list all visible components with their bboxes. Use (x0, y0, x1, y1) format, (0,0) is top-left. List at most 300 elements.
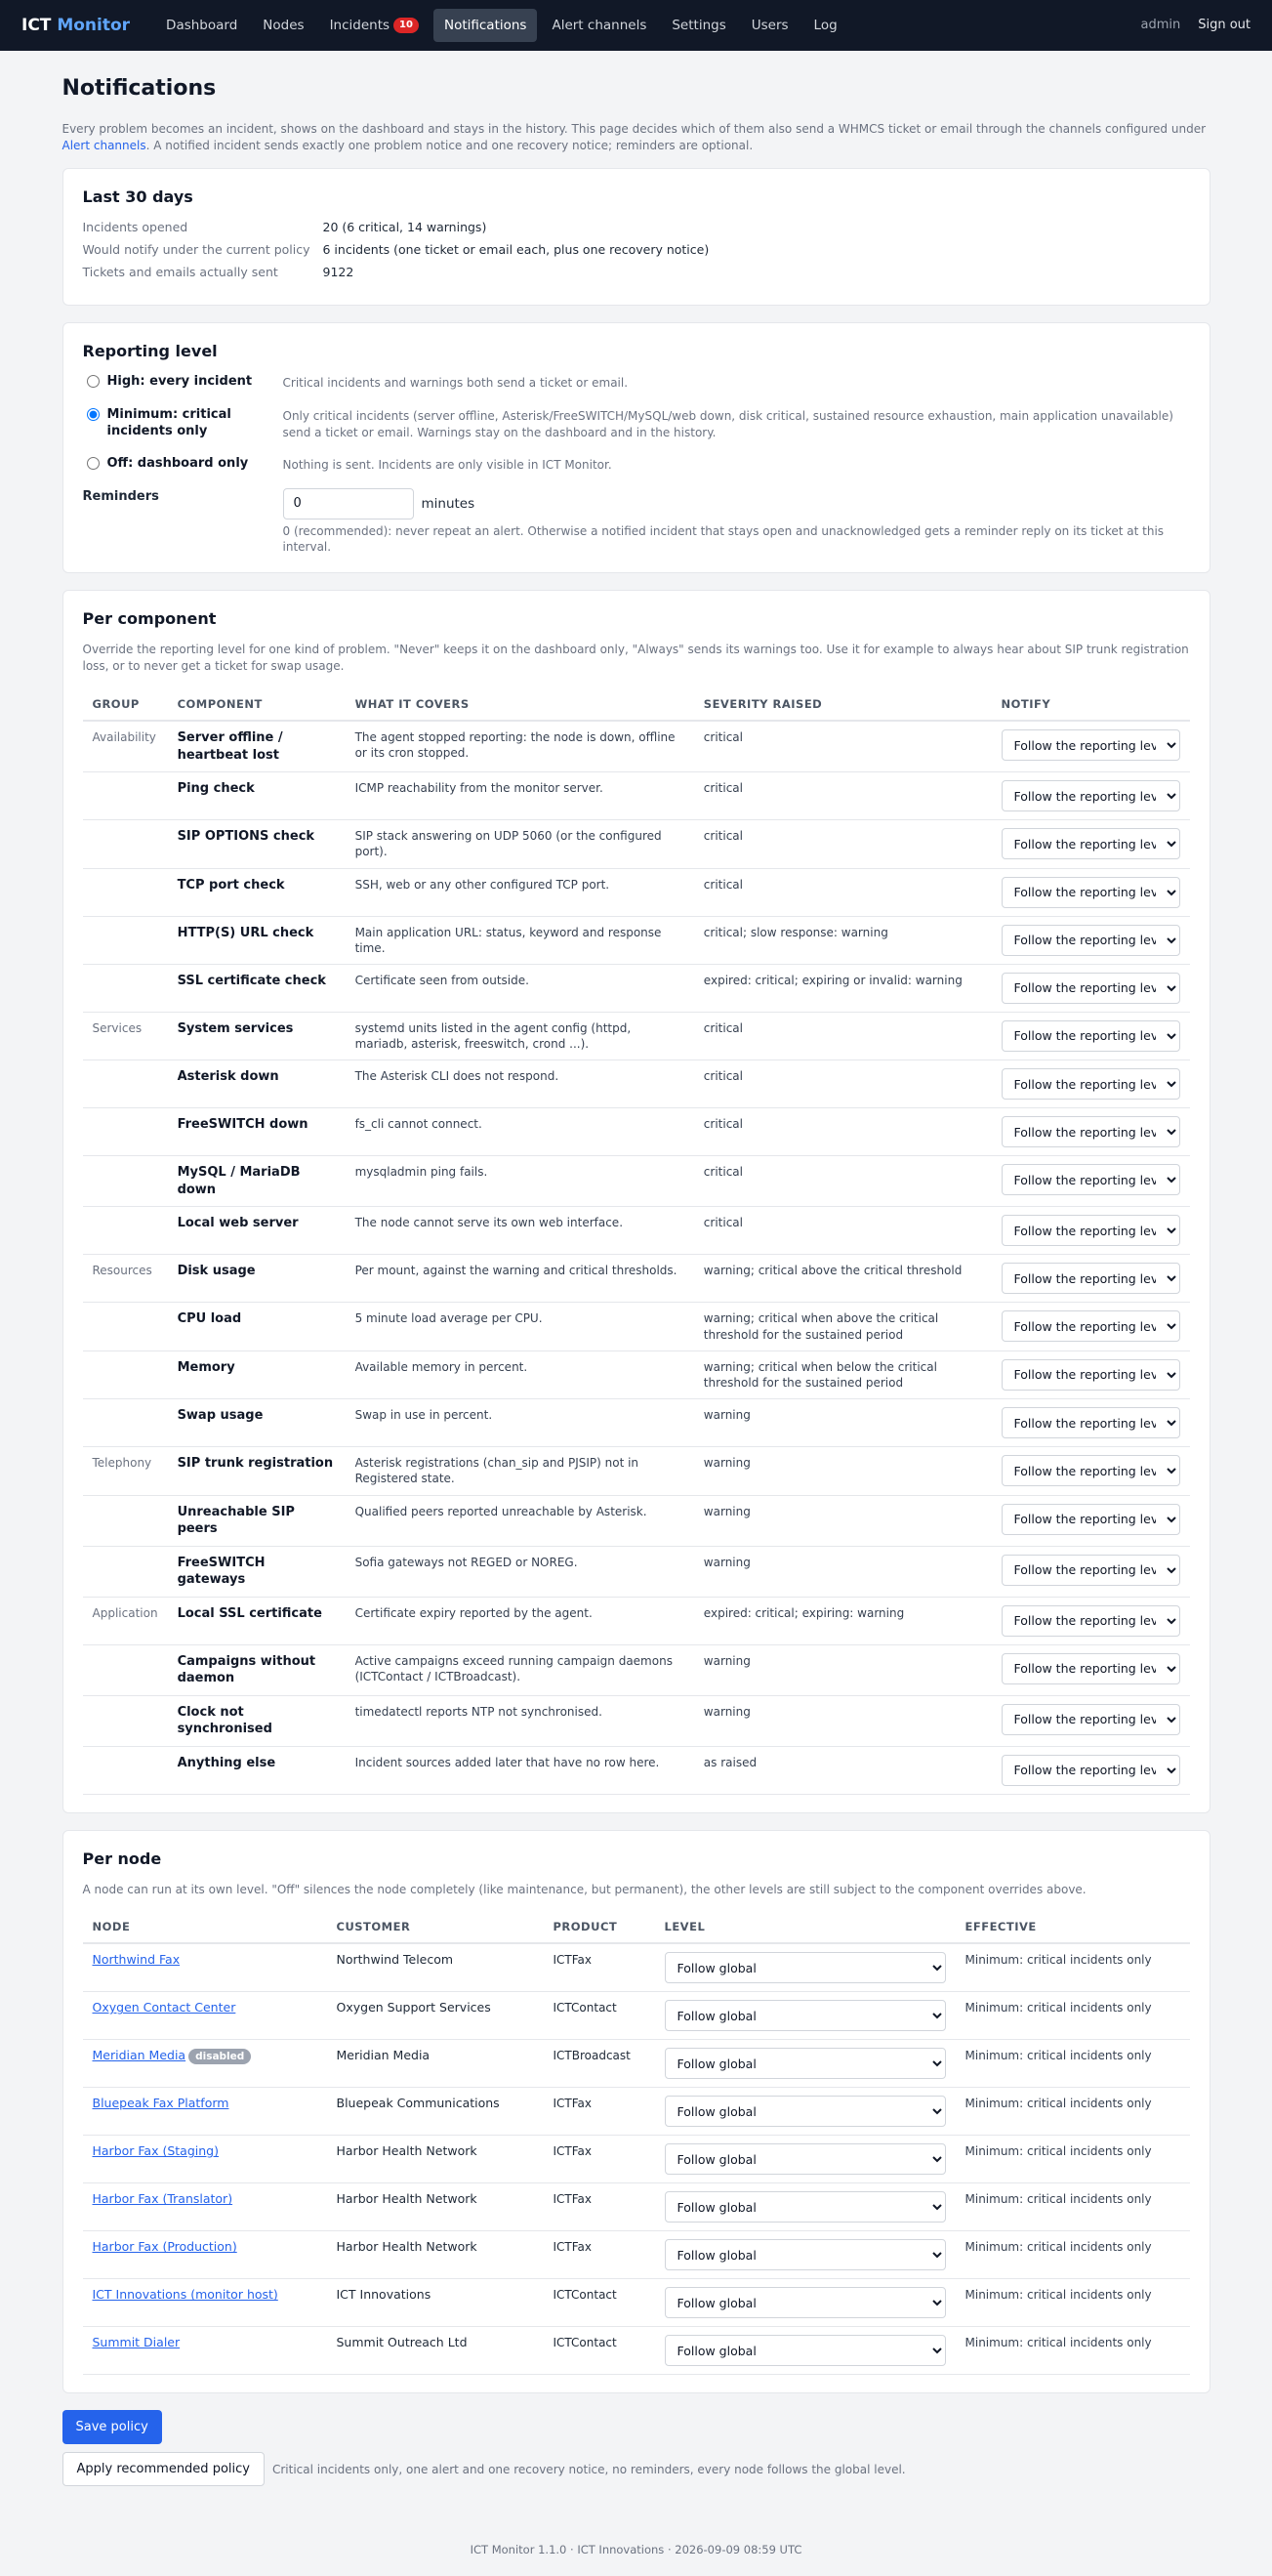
component-name: SIP OPTIONS check (168, 820, 346, 868)
component-covers: Qualified peers reported unreachable by Asterisk. (346, 1495, 694, 1546)
node-link[interactable]: Summit Dialer (92, 2335, 181, 2350)
component-notify-select[interactable] (1002, 877, 1180, 908)
component-notify-select[interactable] (1002, 1407, 1180, 1438)
component-notify-cell (992, 916, 1190, 964)
component-name: Local SSL certificate (168, 1597, 346, 1644)
node-level-select[interactable] (665, 2143, 946, 2175)
component-row (83, 868, 1190, 916)
component-covers: Asterisk registrations (chan_sip and PJSIP) not in Registered state. (346, 1447, 694, 1495)
component-row (83, 1060, 1190, 1108)
brand-logo[interactable] (21, 15, 130, 37)
component-name: HTTP(S) URL check (168, 916, 346, 964)
component-notify-select[interactable] (1002, 1653, 1180, 1684)
component-notify-cell (992, 1597, 1190, 1644)
reminders-input-line (283, 488, 1190, 519)
component-notify-select[interactable] (1002, 1704, 1180, 1735)
component-group (83, 1156, 168, 1207)
component-notify-cell (992, 1399, 1190, 1447)
component-severity: warning (694, 1546, 992, 1597)
reporting-option-text: Off: dashboard only (106, 456, 249, 472)
col-severity: SEVERITY RAISED (694, 689, 992, 722)
reporting-option-desc: Only critical incidents (server offline, Asterisk/FreeSWITCH/MySQL/web down, disk critical, sustained resource exhaustion, main application unavailable) send a ticket or email. Warnings stay on the dashboard and in the history. (282, 408, 1173, 440)
col-component: COMPONENT (168, 689, 346, 722)
node-customer: Bluepeak Communications (327, 2088, 544, 2136)
per-component-card (62, 590, 1210, 1813)
nav-users[interactable] (741, 9, 800, 42)
component-severity: warning (694, 1495, 992, 1546)
component-notify-cell (992, 1156, 1190, 1207)
node-row (83, 2231, 1190, 2279)
component-group (83, 1108, 168, 1156)
alert-channels-link[interactable]: Alert channels (62, 139, 146, 153)
component-group (83, 1495, 168, 1546)
node-level-cell (655, 2183, 956, 2231)
component-name: SIP trunk registration (168, 1447, 346, 1495)
node-cell (83, 2136, 327, 2183)
component-name: System services (168, 1012, 346, 1059)
reminders-row (83, 488, 1190, 555)
incidents-count-badge: 10 (393, 18, 419, 33)
component-notify-cell (992, 1644, 1190, 1695)
reporting-level-title: Reporting level (82, 341, 218, 360)
node-level-cell (655, 2327, 956, 2375)
stat-row (83, 242, 1190, 259)
component-notify-select[interactable] (1002, 973, 1180, 1004)
component-row (83, 1495, 1190, 1546)
component-name: SSL certificate check (168, 964, 346, 1012)
component-notify-select[interactable] (1002, 1359, 1180, 1391)
node-product: ICTBroadcast (544, 2040, 655, 2088)
nav-label: Log (813, 17, 838, 33)
per-component-desc: Override the reporting level for one kind of problem. "Never" keeps it on the dashboard only, "Always" sends its warnings too. Use it for example to always hear about SIP trunk registration loss, or to never get a ticket for swap usage. (82, 642, 1189, 674)
component-notify-cell (992, 1012, 1190, 1059)
node-level-select[interactable] (665, 2000, 946, 2031)
node-level-cell (655, 1992, 956, 2040)
component-covers: Active campaigns exceed running campaign daemons (ICTContact / ICTBroadcast). (346, 1644, 694, 1695)
per-node-desc: A node can run at its own level. "Off" silences the node completely (like maintenance, but permanent), the other levels are still subject to the component overrides above. (82, 1882, 1087, 1896)
component-notify-cell (992, 1255, 1190, 1303)
node-level-select[interactable] (665, 2191, 946, 2223)
component-group (83, 772, 168, 820)
reporting-option-text: High: every incident (106, 374, 253, 390)
reporting-option-desc: Nothing is sent. Incidents are only visible in ICT Monitor. (282, 458, 612, 473)
node-effective-level: Minimum: critical incidents only (956, 1992, 1190, 2040)
component-row (83, 1012, 1190, 1059)
component-name: Memory (168, 1350, 346, 1398)
component-covers: timedatectl reports NTP not synchronised. (346, 1695, 694, 1746)
component-notify-cell (992, 1746, 1190, 1794)
node-customer: Harbor Health Network (327, 2136, 544, 2183)
page-intro (62, 121, 1210, 155)
reminders-field (283, 488, 1190, 555)
nav-log[interactable] (803, 9, 848, 42)
nav-label: Notifications (443, 17, 527, 33)
node-cell (83, 1943, 327, 1992)
component-name: Swap usage (168, 1399, 346, 1447)
component-name: Local web server (168, 1207, 346, 1255)
component-row (83, 916, 1190, 964)
component-notify-cell (992, 1495, 1190, 1546)
stat-value: 6 incidents (one ticket or email each, plus one recovery notice) (322, 241, 710, 257)
node-link[interactable]: Harbor Fax (Production) (92, 2239, 237, 2255)
node-cell (83, 2231, 327, 2279)
component-severity: critical (694, 820, 992, 868)
node-level-select[interactable] (665, 2048, 946, 2079)
node-row (83, 2279, 1190, 2327)
stat-value: 20 (6 critical, 14 warnings) (322, 220, 487, 235)
component-notify-cell (992, 1108, 1190, 1156)
node-level-cell (655, 2279, 956, 2327)
component-covers: systemd units listed in the agent config (httpd, mariadb, asterisk, freeswitch, crond ...). (346, 1012, 694, 1059)
component-row (83, 772, 1190, 820)
page-footer: ICT Monitor 1.1.0 · ICT Innovations · 2026-09-09 08:59 UTC (470, 2543, 802, 2557)
component-notify-select[interactable] (1002, 1755, 1180, 1786)
component-notify-select[interactable] (1002, 1263, 1180, 1294)
component-group (83, 1644, 168, 1695)
component-severity: critical (694, 1060, 992, 1108)
component-severity: critical (694, 1108, 992, 1156)
component-row (83, 1746, 1190, 1794)
node-row (83, 2327, 1190, 2375)
last-30-days-title: Last 30 days (82, 187, 193, 207)
reporting-level-options (83, 373, 1190, 475)
component-group: Telephony (83, 1447, 168, 1495)
node-cell (83, 2279, 327, 2327)
component-severity: critical (694, 721, 992, 772)
node-table-body (83, 1943, 1190, 2375)
component-name: Asterisk down (168, 1060, 346, 1108)
node-effective-level: Minimum: critical incidents only (956, 2279, 1190, 2327)
reporting-option (83, 455, 1190, 474)
component-notify-select[interactable] (1002, 780, 1180, 811)
component-severity: critical (694, 1207, 992, 1255)
component-name: Disk usage (168, 1255, 346, 1303)
node-link[interactable]: Northwind Fax (92, 1952, 181, 1968)
component-severity: warning; critical above the critical threshold (694, 1255, 992, 1303)
reporting-level-card (62, 322, 1210, 574)
component-notify-cell (992, 1350, 1190, 1398)
stat-list (83, 220, 1190, 281)
node-product: ICTFax (544, 2183, 655, 2231)
component-notify-cell (992, 1695, 1190, 1746)
reminders-help: 0 (recommended): never repeat an alert. Otherwise a notified incident that stays open and unacknowledged gets a reminder reply on its ticket at this interval. (282, 523, 1165, 555)
reporting-option-label[interactable] (83, 406, 283, 440)
stat-label: Would notify under the current policy (82, 241, 310, 257)
nav-incidents[interactable] (319, 9, 430, 42)
component-notify-select[interactable] (1002, 1164, 1180, 1195)
component-covers: Certificate expiry reported by the agent. (346, 1597, 694, 1644)
component-severity: critical; slow response: warning (694, 916, 992, 964)
component-row (83, 1108, 1190, 1156)
component-notify-select[interactable] (1002, 1605, 1180, 1637)
page-title: Notifications (62, 76, 217, 101)
component-group (83, 1060, 168, 1108)
node-level-select[interactable] (665, 1952, 946, 1983)
col-customer: CUSTOMER (327, 1912, 544, 1944)
node-level-select[interactable] (665, 2287, 946, 2318)
node-table (83, 1912, 1190, 2376)
component-name: FreeSWITCH down (168, 1108, 346, 1156)
col-product: PRODUCT (544, 1912, 655, 1944)
node-cell (83, 2040, 327, 2088)
component-notify-cell (992, 820, 1190, 868)
component-name: Anything else (168, 1746, 346, 1794)
apply-recommended-hint: Critical incidents only, one alert and one recovery notice, no reminders, every node follows the global level. (271, 2462, 906, 2476)
component-covers: Sofia gateways not REGED or NOREG. (346, 1546, 694, 1597)
node-level-cell (655, 2088, 956, 2136)
component-row (83, 1207, 1190, 1255)
component-covers: SSH, web or any other configured TCP port. (346, 868, 694, 916)
component-table-body (83, 721, 1190, 1794)
component-covers: Incident sources added later that have no row here. (346, 1746, 694, 1794)
component-severity: warning (694, 1399, 992, 1447)
reporting-level-radio[interactable] (87, 408, 100, 421)
nav-nodes[interactable] (252, 9, 314, 42)
sign-out-link[interactable]: Sign out (1198, 18, 1251, 33)
component-severity: critical (694, 1156, 992, 1207)
nav-notifications[interactable] (433, 9, 538, 42)
component-notify-cell (992, 721, 1190, 772)
last-30-days-card (62, 168, 1210, 305)
node-cell (83, 2183, 327, 2231)
node-customer: Meridian Media (327, 2040, 544, 2088)
node-cell (83, 2088, 327, 2136)
component-group (83, 1399, 168, 1447)
node-level-cell (655, 2136, 956, 2183)
col-level: LEVEL (655, 1912, 956, 1944)
component-covers: ICMP reachability from the monitor server. (346, 772, 694, 820)
component-name: Clock not synchronised (168, 1695, 346, 1746)
node-effective-level: Minimum: critical incidents only (956, 2136, 1190, 2183)
node-link[interactable]: Harbor Fax (Staging) (92, 2143, 219, 2159)
col-notify: NOTIFY (992, 689, 1190, 722)
nav-label: Dashboard (166, 17, 238, 33)
component-covers: fs_cli cannot connect. (346, 1108, 694, 1156)
node-level-select[interactable] (665, 2096, 946, 2127)
component-notify-cell (992, 868, 1190, 916)
component-group (83, 1746, 168, 1794)
node-level-select[interactable] (665, 2335, 946, 2366)
component-covers: 5 minute load average per CPU. (346, 1303, 694, 1350)
node-effective-level: Minimum: critical incidents only (956, 2327, 1190, 2375)
top-navigation (0, 0, 1272, 51)
component-severity: warning (694, 1644, 992, 1695)
component-notify-select[interactable] (1002, 1555, 1180, 1586)
reporting-option-desc: Critical incidents and warnings both send a ticket or email. (282, 376, 629, 391)
node-customer: Oxygen Support Services (327, 1992, 544, 2040)
reporting-option (83, 373, 1190, 392)
node-level-cell (655, 1943, 956, 1992)
reminders-input[interactable] (283, 488, 414, 519)
component-name: CPU load (168, 1303, 346, 1350)
component-notify-cell (992, 1303, 1190, 1350)
component-row (83, 1255, 1190, 1303)
component-severity: expired: critical; expiring or invalid: warning (694, 964, 992, 1012)
main-content (62, 51, 1210, 2558)
nav-label: Incidents (329, 17, 390, 33)
apply-recommended-row (62, 2452, 1210, 2486)
node-row (83, 1943, 1190, 1992)
per-node-card (62, 1830, 1210, 2394)
nav-alert-channels[interactable] (541, 9, 657, 42)
component-group (83, 1207, 168, 1255)
node-customer: Harbor Health Network (327, 2231, 544, 2279)
reminders-label: Reminders (82, 488, 159, 504)
component-notify-select[interactable] (1002, 1310, 1180, 1342)
component-name: Campaigns without daemon (168, 1644, 346, 1695)
component-group (83, 820, 168, 868)
component-name: MySQL / MariaDB down (168, 1156, 346, 1207)
component-name: Server offline / heartbeat lost (168, 721, 346, 772)
component-group: Resources (83, 1255, 168, 1303)
component-row (83, 1695, 1190, 1746)
stat-label: Incidents opened (82, 220, 188, 235)
component-row (83, 964, 1190, 1012)
component-group: Services (83, 1012, 168, 1059)
component-covers: The agent stopped reporting: the node is down, offline or its cron stopped. (346, 721, 694, 772)
node-effective-level: Minimum: critical incidents only (956, 2088, 1190, 2136)
component-notify-select[interactable] (1002, 1504, 1180, 1535)
component-severity: warning (694, 1695, 992, 1746)
component-group (83, 964, 168, 1012)
node-effective-level: Minimum: critical incidents only (956, 2183, 1190, 2231)
component-notify-cell (992, 1546, 1190, 1597)
component-table (83, 689, 1190, 1795)
node-row (83, 2088, 1190, 2136)
node-customer: Northwind Telecom (327, 1943, 544, 1992)
col-covers: WHAT IT COVERS (346, 689, 694, 722)
component-notify-select[interactable] (1002, 1215, 1180, 1246)
stat-row (83, 220, 1190, 236)
component-row (83, 1597, 1190, 1644)
disabled-badge: disabled (188, 2049, 251, 2064)
current-user: admin (1140, 18, 1181, 33)
node-link[interactable]: Harbor Fax (Translator) (92, 2191, 233, 2207)
stat-value: 9122 (322, 264, 354, 279)
node-customer: Summit Outreach Ltd (327, 2327, 544, 2375)
component-covers: mysqladmin ping fails. (346, 1156, 694, 1207)
component-group (83, 868, 168, 916)
intro-text-before: Every problem becomes an incident, shows on the dashboard and stays in the history. This page decides which of them also send a WHMCS ticket or email through the channels configured under (62, 121, 1207, 136)
per-node-title: Per node (82, 1849, 162, 1868)
reporting-option-label[interactable] (83, 455, 283, 473)
node-link[interactable]: Meridian Media (92, 2048, 186, 2063)
component-notify-select[interactable] (1002, 1455, 1180, 1486)
component-group (83, 1546, 168, 1597)
component-severity: critical (694, 772, 992, 820)
nav-dashboard[interactable] (155, 9, 248, 42)
nav-items (155, 9, 1140, 42)
component-covers: Swap in use in percent. (346, 1399, 694, 1447)
component-name: Ping check (168, 772, 346, 820)
component-group (83, 916, 168, 964)
component-covers: The node cannot serve its own web interface. (346, 1207, 694, 1255)
component-severity: critical (694, 1012, 992, 1059)
component-severity: critical (694, 868, 992, 916)
component-row (83, 1644, 1190, 1695)
component-notify-cell (992, 964, 1190, 1012)
component-row (83, 1546, 1190, 1597)
node-level-cell (655, 2231, 956, 2279)
component-severity: expired: critical; expiring: warning (694, 1597, 992, 1644)
reporting-level-radio[interactable] (87, 457, 100, 470)
component-notify-select[interactable] (1002, 925, 1180, 956)
node-product: ICTFax (544, 1943, 655, 1992)
node-link[interactable]: Oxygen Contact Center (92, 2000, 236, 2015)
nav-settings[interactable] (661, 9, 736, 42)
node-product: ICTFax (544, 2231, 655, 2279)
node-effective-level: Minimum: critical incidents only (956, 2231, 1190, 2279)
component-covers: Main application URL: status, keyword and response time. (346, 916, 694, 964)
col-effective: EFFECTIVE (956, 1912, 1190, 1944)
brand-part1: ICT (21, 15, 52, 35)
node-level-cell (655, 2040, 956, 2088)
component-severity: warning (694, 1447, 992, 1495)
component-covers: Per mount, against the warning and critical thresholds. (346, 1255, 694, 1303)
node-link[interactable]: Bluepeak Fax Platform (92, 2096, 229, 2111)
stat-row (83, 265, 1190, 281)
node-row (83, 2183, 1190, 2231)
component-severity: warning; critical when above the critical threshold for the sustained period (694, 1303, 992, 1350)
node-cell (83, 1992, 327, 2040)
component-notify-select[interactable] (1002, 1020, 1180, 1052)
node-link[interactable]: ICT Innovations (monitor host) (92, 2287, 278, 2303)
node-product: ICTContact (544, 2327, 655, 2375)
nav-label: Settings (672, 17, 726, 33)
component-row (83, 1156, 1190, 1207)
reporting-option-text: Minimum: critical incidents only (106, 406, 231, 439)
component-notify-select[interactable] (1002, 828, 1180, 859)
component-notify-cell (992, 1447, 1190, 1495)
component-notify-select[interactable] (1002, 729, 1180, 761)
reporting-level-radio[interactable] (87, 375, 100, 388)
stat-label: Tickets and emails actually sent (82, 264, 278, 279)
nav-label: Users (751, 17, 789, 33)
component-covers: Certificate seen from outside. (346, 964, 694, 1012)
save-policy-button[interactable]: Save policy (62, 2410, 162, 2444)
brand-part2: Monitor (57, 15, 131, 35)
component-group (83, 1695, 168, 1746)
component-group (83, 1350, 168, 1398)
component-row (83, 1303, 1190, 1350)
col-node: NODE (83, 1912, 327, 1944)
component-notify-select[interactable] (1002, 1068, 1180, 1100)
nav-label: Alert channels (552, 17, 647, 33)
col-group: GROUP (83, 689, 168, 722)
node-customer: Harbor Health Network (327, 2183, 544, 2231)
node-cell (83, 2327, 327, 2375)
intro-text-after: . A notified incident sends exactly one problem notice and one recovery notice; reminders are optional. (145, 139, 754, 153)
reporting-option (83, 406, 1190, 442)
node-product: ICTContact (544, 1992, 655, 2040)
per-component-title: Per component (82, 609, 217, 629)
component-row (83, 1447, 1190, 1495)
component-row (83, 1399, 1190, 1447)
apply-recommended-button[interactable]: Apply recommended policy (62, 2452, 265, 2486)
component-notify-select[interactable] (1002, 1116, 1180, 1147)
node-level-select[interactable] (665, 2239, 946, 2270)
component-notify-cell (992, 772, 1190, 820)
node-effective-level: Minimum: critical incidents only (956, 2040, 1190, 2088)
component-notify-cell (992, 1207, 1190, 1255)
nav-right (1140, 17, 1251, 34)
component-covers: SIP stack answering on UDP 5060 (or the configured port). (346, 820, 694, 868)
reporting-option-label[interactable] (83, 373, 283, 391)
component-group (83, 1303, 168, 1350)
node-row (83, 1992, 1190, 2040)
component-row (83, 721, 1190, 772)
component-group: Availability (83, 721, 168, 772)
